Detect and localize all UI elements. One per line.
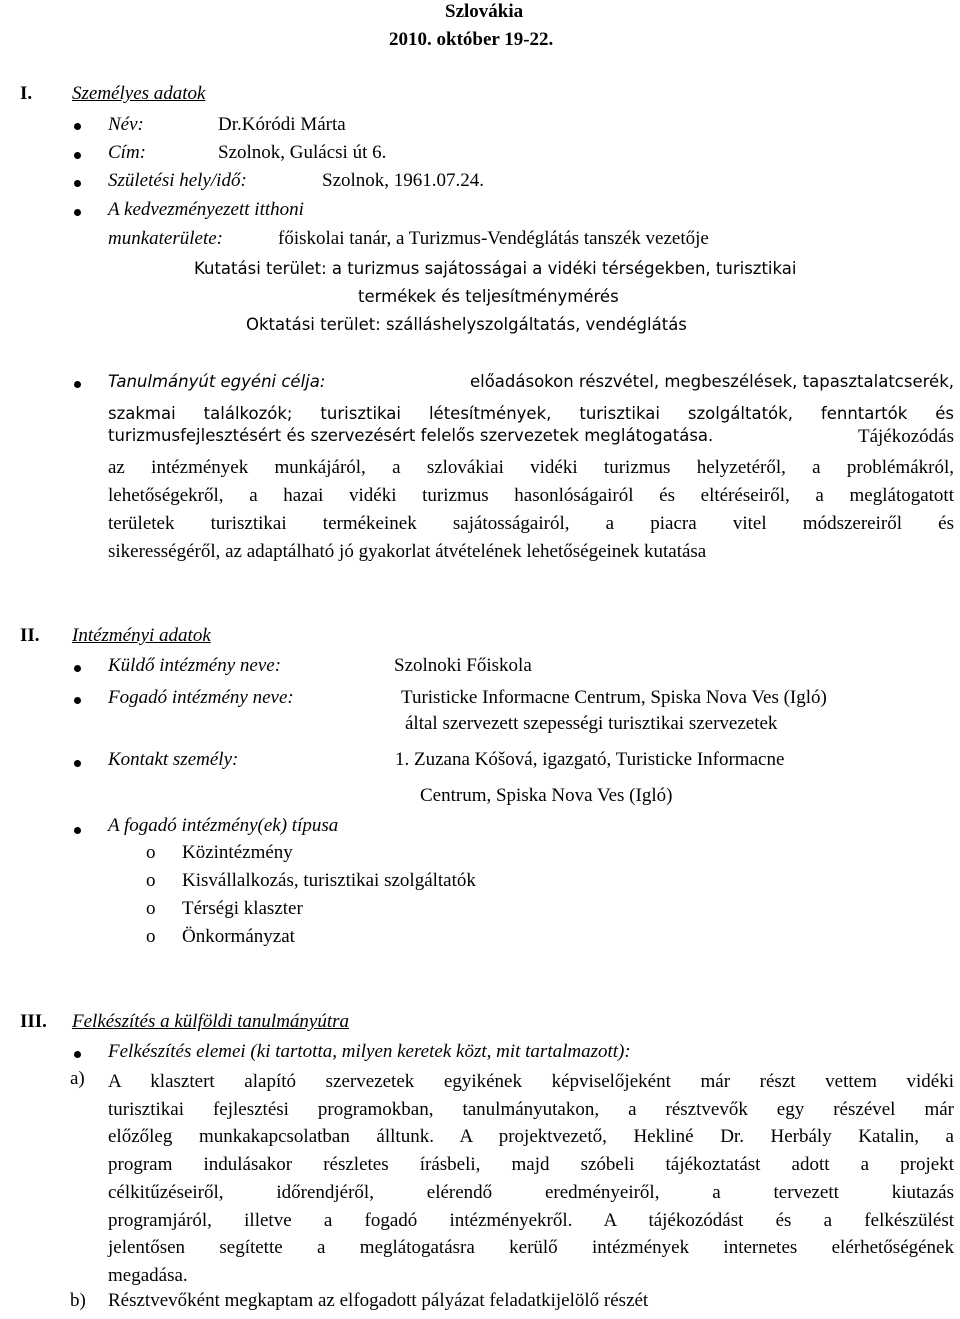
section-1-title: Személyes adatok — [72, 83, 206, 104]
contact-value-line2: Centrum, Spiska Nova Ves (Igló) — [420, 785, 673, 806]
circle-bullet-icon: o — [146, 870, 156, 891]
goal-line-6: területek turisztikai termékeinek sajátosságairól, a piacra vitel módszereiről és — [108, 513, 954, 534]
bullet-icon — [74, 1051, 81, 1058]
host-value-line1: Turisticke Informacne Centrum, Spiska Nova Ves (Igló) — [401, 687, 827, 708]
section-3-number: III. — [20, 1011, 47, 1032]
type-item-1: Közintézmény — [182, 842, 293, 863]
host-type-label: A fogadó intézmény(ek) típusa — [108, 815, 339, 836]
workfield-value: főiskolai tanár, a Turizmus-Vendéglátás tanszék vezetője — [278, 228, 709, 249]
circle-bullet-icon: o — [146, 842, 156, 863]
contact-value-line1: 1. Zuzana Kóšová, igazgató, Turisticke Informacne — [395, 749, 785, 770]
section-2-title: Intézményi adatok — [72, 625, 211, 646]
bullet-icon — [74, 665, 81, 672]
bullet-icon — [74, 827, 81, 834]
section-1-number: I. — [20, 83, 33, 104]
type-item-4: Önkormányzat — [182, 926, 295, 947]
goal-line-4: az intézmények munkájáról, a szlovákiai vidéki turizmus helyzetéről, a problémákról, — [108, 457, 954, 478]
address-value: Szolnok, Gulácsi út 6. — [218, 142, 387, 163]
circle-bullet-icon: o — [146, 926, 156, 947]
name-label: Név: — [108, 114, 144, 135]
section-2-number: II. — [20, 625, 40, 646]
research-line2: termékek és teljesítménymérés — [358, 287, 619, 306]
goal-line-3: turizmusfejlesztésért és szervezésért felelős szervezetek meglátogatása. — [108, 426, 714, 445]
type-item-2: Kisvállalkozás, turisztikai szolgáltatók — [182, 870, 476, 891]
birth-label: Születési hely/idő: — [108, 170, 247, 191]
item-a-line-3: előzőleg munkakapcsolatban álltunk. A projektvezető, Hekliné Dr. Herbály Katalin, a — [108, 1126, 954, 1147]
goal-label: Tanulmányút egyéni célja: — [108, 372, 326, 391]
goal-line-3b: Tájékozódás — [857, 426, 954, 447]
prep-label: Felkészítés elemei (ki tartotta, milyen keretek közt, mit tartalmazott): — [108, 1041, 631, 1062]
bullet-icon — [74, 123, 81, 130]
goal-third-line — [108, 426, 954, 448]
bullet-icon — [74, 760, 81, 767]
item-a-marker: a) — [70, 1068, 85, 1089]
birth-value: Szolnok, 1961.07.24. — [322, 170, 485, 191]
host-value-line2: által szervezett szepességi turisztikai szervezetek — [405, 713, 778, 734]
goal-line-1: előadásokon részvétel, megbeszélések, tapasztalatcserék, — [469, 372, 954, 391]
goal-first-line — [108, 372, 954, 391]
goal-line-7: sikerességéről, az adaptálható jó gyakorlat átvételének lehetőségeinek kutatása — [108, 541, 707, 562]
item-a-line-6: programjáról, illetve a fogadó intézményekről. A tájékozódást és a felkészülést — [108, 1210, 954, 1231]
circle-bullet-icon: o — [146, 898, 156, 919]
item-a-line-7: jelentősen segítette a meglátogatásra kerülő intézmények internetes elérhetőségének — [108, 1237, 954, 1258]
item-a-line-5: célkitűzéseiről, időrendjéről, elérendő eredményeiről, a tervezett kiutazás — [108, 1182, 954, 1203]
sender-value: Szolnoki Főiskola — [394, 655, 532, 676]
sender-label: Küldő intézmény neve: — [108, 655, 282, 676]
goal-line-2: szakmai találkozók; turisztikai létesítmények, turisztikai szolgáltatók, fenntartók és — [108, 404, 954, 423]
item-a-line-2: turisztikai fejlesztési programokban, tanulmányutakon, a résztvevők egy részével már — [108, 1099, 954, 1120]
host-label: Fogadó intézmény neve: — [108, 687, 294, 708]
goal-line-5: lehetőségekről, a hazai vidéki turizmus hasonlóságairól és eltéréseiről, a meglátogatott — [108, 485, 954, 506]
item-a-line-4: program indulásakor részletes írásbeli, majd szóbeli tájékoztatást adott a projekt — [108, 1154, 954, 1175]
research-line1: Kutatási terület: a turizmus sajátosságai a vidéki térségekben, turisztikai — [194, 259, 797, 278]
bullet-icon — [74, 381, 81, 388]
name-value: Dr.Kóródi Márta — [218, 114, 346, 135]
item-b-text: Résztvevőként megkaptam az elfogadott pályázat feladatkijelölő részét — [108, 1290, 649, 1311]
bullet-icon — [74, 697, 81, 704]
bullet-icon — [74, 209, 81, 216]
header-date: 2010. október 19-22. — [389, 29, 554, 50]
address-label: Cím: — [108, 142, 146, 163]
bullet-icon — [74, 152, 81, 159]
workfield-label-line2: munkaterülete: — [108, 228, 224, 249]
header-country: Szlovákia — [445, 1, 524, 22]
contact-label: Kontakt személy: — [108, 749, 239, 770]
item-b-marker: b) — [70, 1290, 86, 1311]
workfield-label-line1: A kedvezményezett itthoni — [108, 199, 304, 220]
item-a-line-8: megadása. — [108, 1265, 188, 1286]
teaching-area: Oktatási terület: szálláshelyszolgáltatás, vendéglátás — [246, 315, 687, 334]
bullet-icon — [74, 180, 81, 187]
section-3-title: Felkészítés a külföldi tanulmányútra — [72, 1011, 350, 1032]
type-item-3: Térségi klaszter — [182, 898, 303, 919]
item-a-line-1: A klasztert alapító szervezetek egyikének képviselőjeként már részt vettem vidéki — [108, 1071, 954, 1092]
